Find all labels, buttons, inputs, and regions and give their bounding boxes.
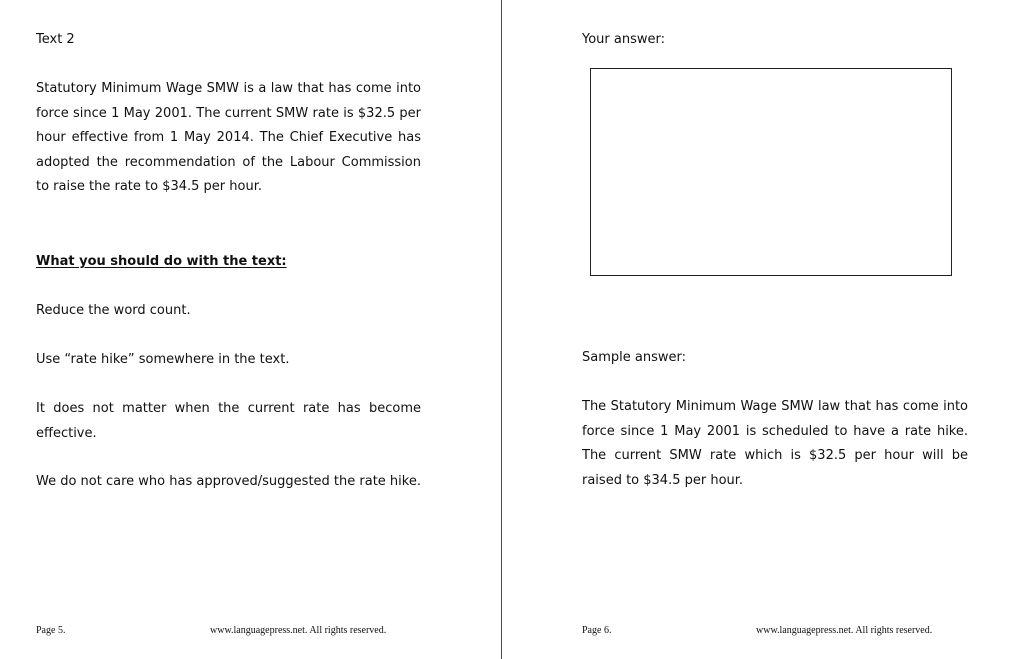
- your-answer-label: Your answer:: [582, 32, 665, 47]
- page-number: Page 6.: [582, 625, 612, 636]
- answer-box[interactable]: [590, 68, 952, 276]
- right-page: [503, 0, 1024, 659]
- source-paragraph: Statutory Minimum Wage SMW is a law that has come into force since 1 May 2001. The current SMW rate is $32.5 per hour effective from 1 May 2014. The Chief Executive has adopted the recommendation of the Labour Commission to raise the rate to $34.5 per hour.: [36, 81, 421, 194]
- sample-answer-paragraph: The Statutory Minimum Wage SMW law that has come into force since 1 May 2001 is scheduled to have a rate hike. The current SMW rate which is $32.5 per hour will be raised to $34.5 per hour.: [582, 399, 968, 488]
- instruction-item: Reduce the word count.: [36, 303, 191, 318]
- instruction-item: Use “rate hike” somewhere in the text.: [36, 352, 290, 367]
- copyright-footer: www.languagepress.net. All rights reserved.: [210, 625, 387, 636]
- left-page: [0, 0, 502, 659]
- copyright-footer: www.languagepress.net. All rights reserved.: [756, 625, 933, 636]
- sample-answer-label: Sample answer:: [582, 350, 686, 365]
- page-number: Page 5.: [36, 625, 66, 636]
- page-divider: [501, 0, 502, 659]
- text-title: Text 2: [36, 32, 75, 47]
- instruction-item: We do not care who has approved/suggested the rate hike.: [36, 474, 421, 489]
- instruction-item: It does not matter when the current rate has become effective.: [36, 401, 421, 441]
- instructions-heading: What you should do with the text:: [36, 254, 287, 269]
